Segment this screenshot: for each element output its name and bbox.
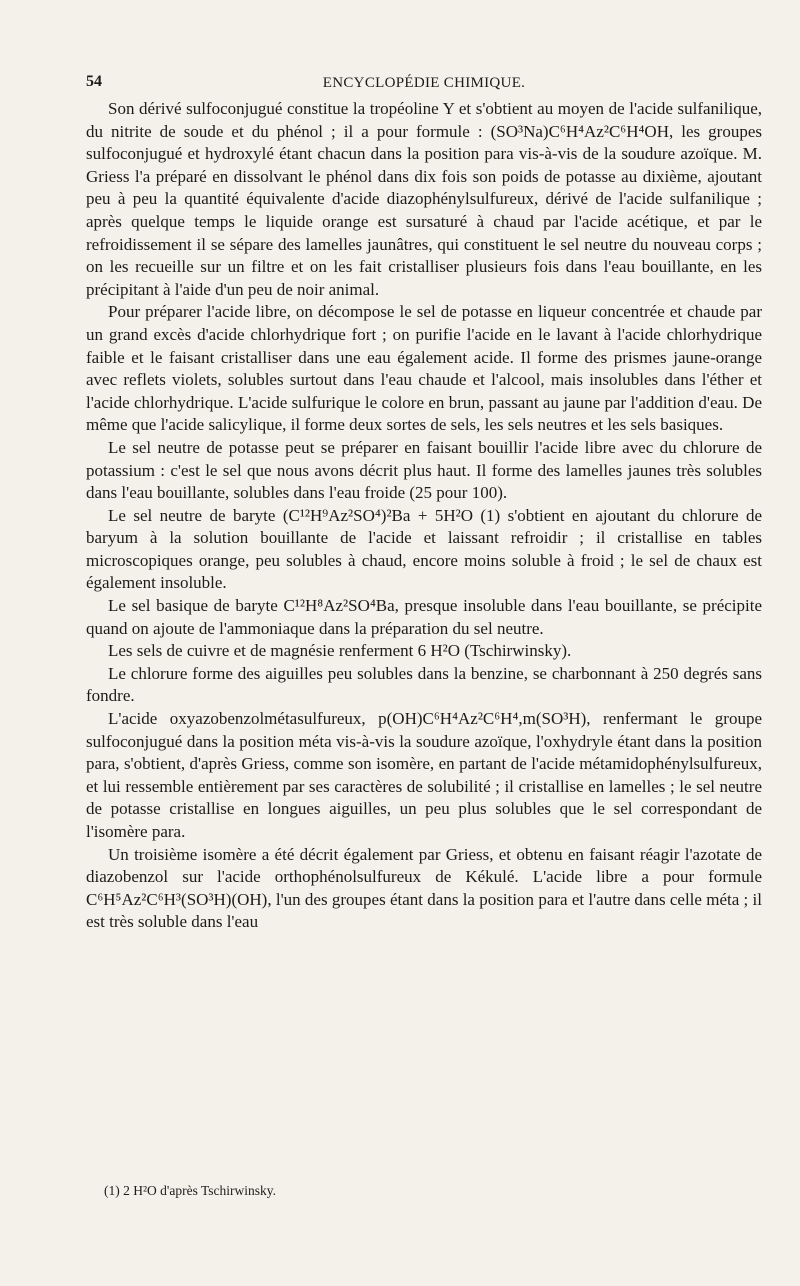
- paragraph: Le sel basique de baryte C¹²H⁸Az²SO⁴Ba, presque insoluble dans l'eau bouillante, se précipite quand on ajoute de l'ammoniaque dans la préparation du sel neutre.: [86, 596, 762, 638]
- body-text: [86, 98, 762, 934]
- page-number: 54: [86, 73, 102, 90]
- paragraph: Pour préparer l'acide libre, on décompose le sel de potasse en liqueur concentrée et chaude par un grand excès d'acide chlorhydrique fort ; on purifie l'acide en le lavant à l'acide chlorhydrique faible et le faisant cristalliser dans une eau également acide. Il forme des prismes jaune-orange avec reflets violets, solubles surtout dans l'eau chaude et l'alcool, mais insolubles dans l'éther et l'acide chlorhydrique. L'acide sulfurique le colore en brun, passant au jaune par l'addition d'eau. De même que l'acide salicylique, il forme deux sortes de sels, les sels neutres et les sels basiques.: [86, 302, 762, 435]
- paragraph: Un troisième isomère a été décrit également par Griess, et obtenu en faisant réagir l'azotate de diazobenzol sur l'acide orthophénolsulfureux de Kékulé. L'acide libre a pour formule C⁶H⁵Az²C⁶H³(SO³H)(OH), l'un des groupes étant dans la position para et l'autre dans celle méta ; il est très soluble dans l'eau: [86, 844, 762, 932]
- paragraph: L'acide oxyazobenzolmétasulfureux, p(OH)C⁶H⁴Az²C⁶H⁴,m(SO³H), renfermant le groupe sulfoconjugué dans la position méta vis-à-vis la soudure azoïque, l'oxhydryle étant dans la position para, s'obtient, d'après Griess, comme son isomère, en partant de l'acide métamidophénylsulfureux, et lui ressemble entièrement par ses caractères de solubilité ; il cristallise en lamelles ; le sel neutre de potasse cristallise en longues aiguilles, un peu plus solubles que le sel correspondant de l'isomère para.: [86, 709, 762, 841]
- paragraph: Son dérivé sulfoconjugué constitue la tropéoline Y et s'obtient au moyen de l'acide sulfanilique, du nitrite de soude et du phénol ; il a pour formule : (SO³Na)C⁶H⁴Az²C⁶H⁴OH, les groupes sulfoconjugué et hydroxylé étant chacun dans la position para vis-à-vis de la soudure azoïque. M. Griess l'a préparé en dissolvant le phénol dans dix fois son poids de potasse au dixième, ajoutant peu à peu la quantité équivalente d'acide diazophénylsulfureux, dérivé de l'acide sulfanilique ; après quelque temps le liquide orange est sursaturé à chaud par l'acide acétique, et par le refroidissement il se sépare des lamelles jaunâtres, qui constituent le sel neutre du nouveau corps ; on les recueille sur un filtre et on les fait cristalliser plusieurs fois dans l'eau bouillante, en les précipitant à l'aide d'un peu de noir animal.: [86, 99, 762, 299]
- running-title: ENCYCLOPÉDIE CHIMIQUE.: [322, 75, 526, 91]
- paragraph: Le sel neutre de baryte (C¹²H⁹Az²SO⁴)²Ba + 5H²O (1) s'obtient en ajoutant du chlorure de baryum à la solution bouillante de l'acide et laissant refroidir ; il cristallise en tables microscopiques orange, peu solubles à chaud, encore moins soluble à froid ; le sel de chaux est également insoluble.: [86, 505, 762, 593]
- paragraph: Les sels de cuivre et de magnésie renferment 6 H²O (Tschirwinsky).: [108, 641, 572, 661]
- footnote: (1) 2 H²O d'après Tschirwinsky.: [104, 1183, 277, 1198]
- page-header: [86, 73, 762, 95]
- paragraph: Le sel neutre de potasse peut se préparer en faisant bouillir l'acide libre avec du chlorure de potassium : c'est le sel que nous avons décrit plus haut. Il forme des lamelles jaunes très solubles dans l'eau bouillante, solubles dans l'eau froide (25 pour 100).: [86, 437, 762, 503]
- paragraph: Le chlorure forme des aiguilles peu solubles dans la benzine, se charbonnant à 250 degrés sans fondre.: [86, 663, 762, 706]
